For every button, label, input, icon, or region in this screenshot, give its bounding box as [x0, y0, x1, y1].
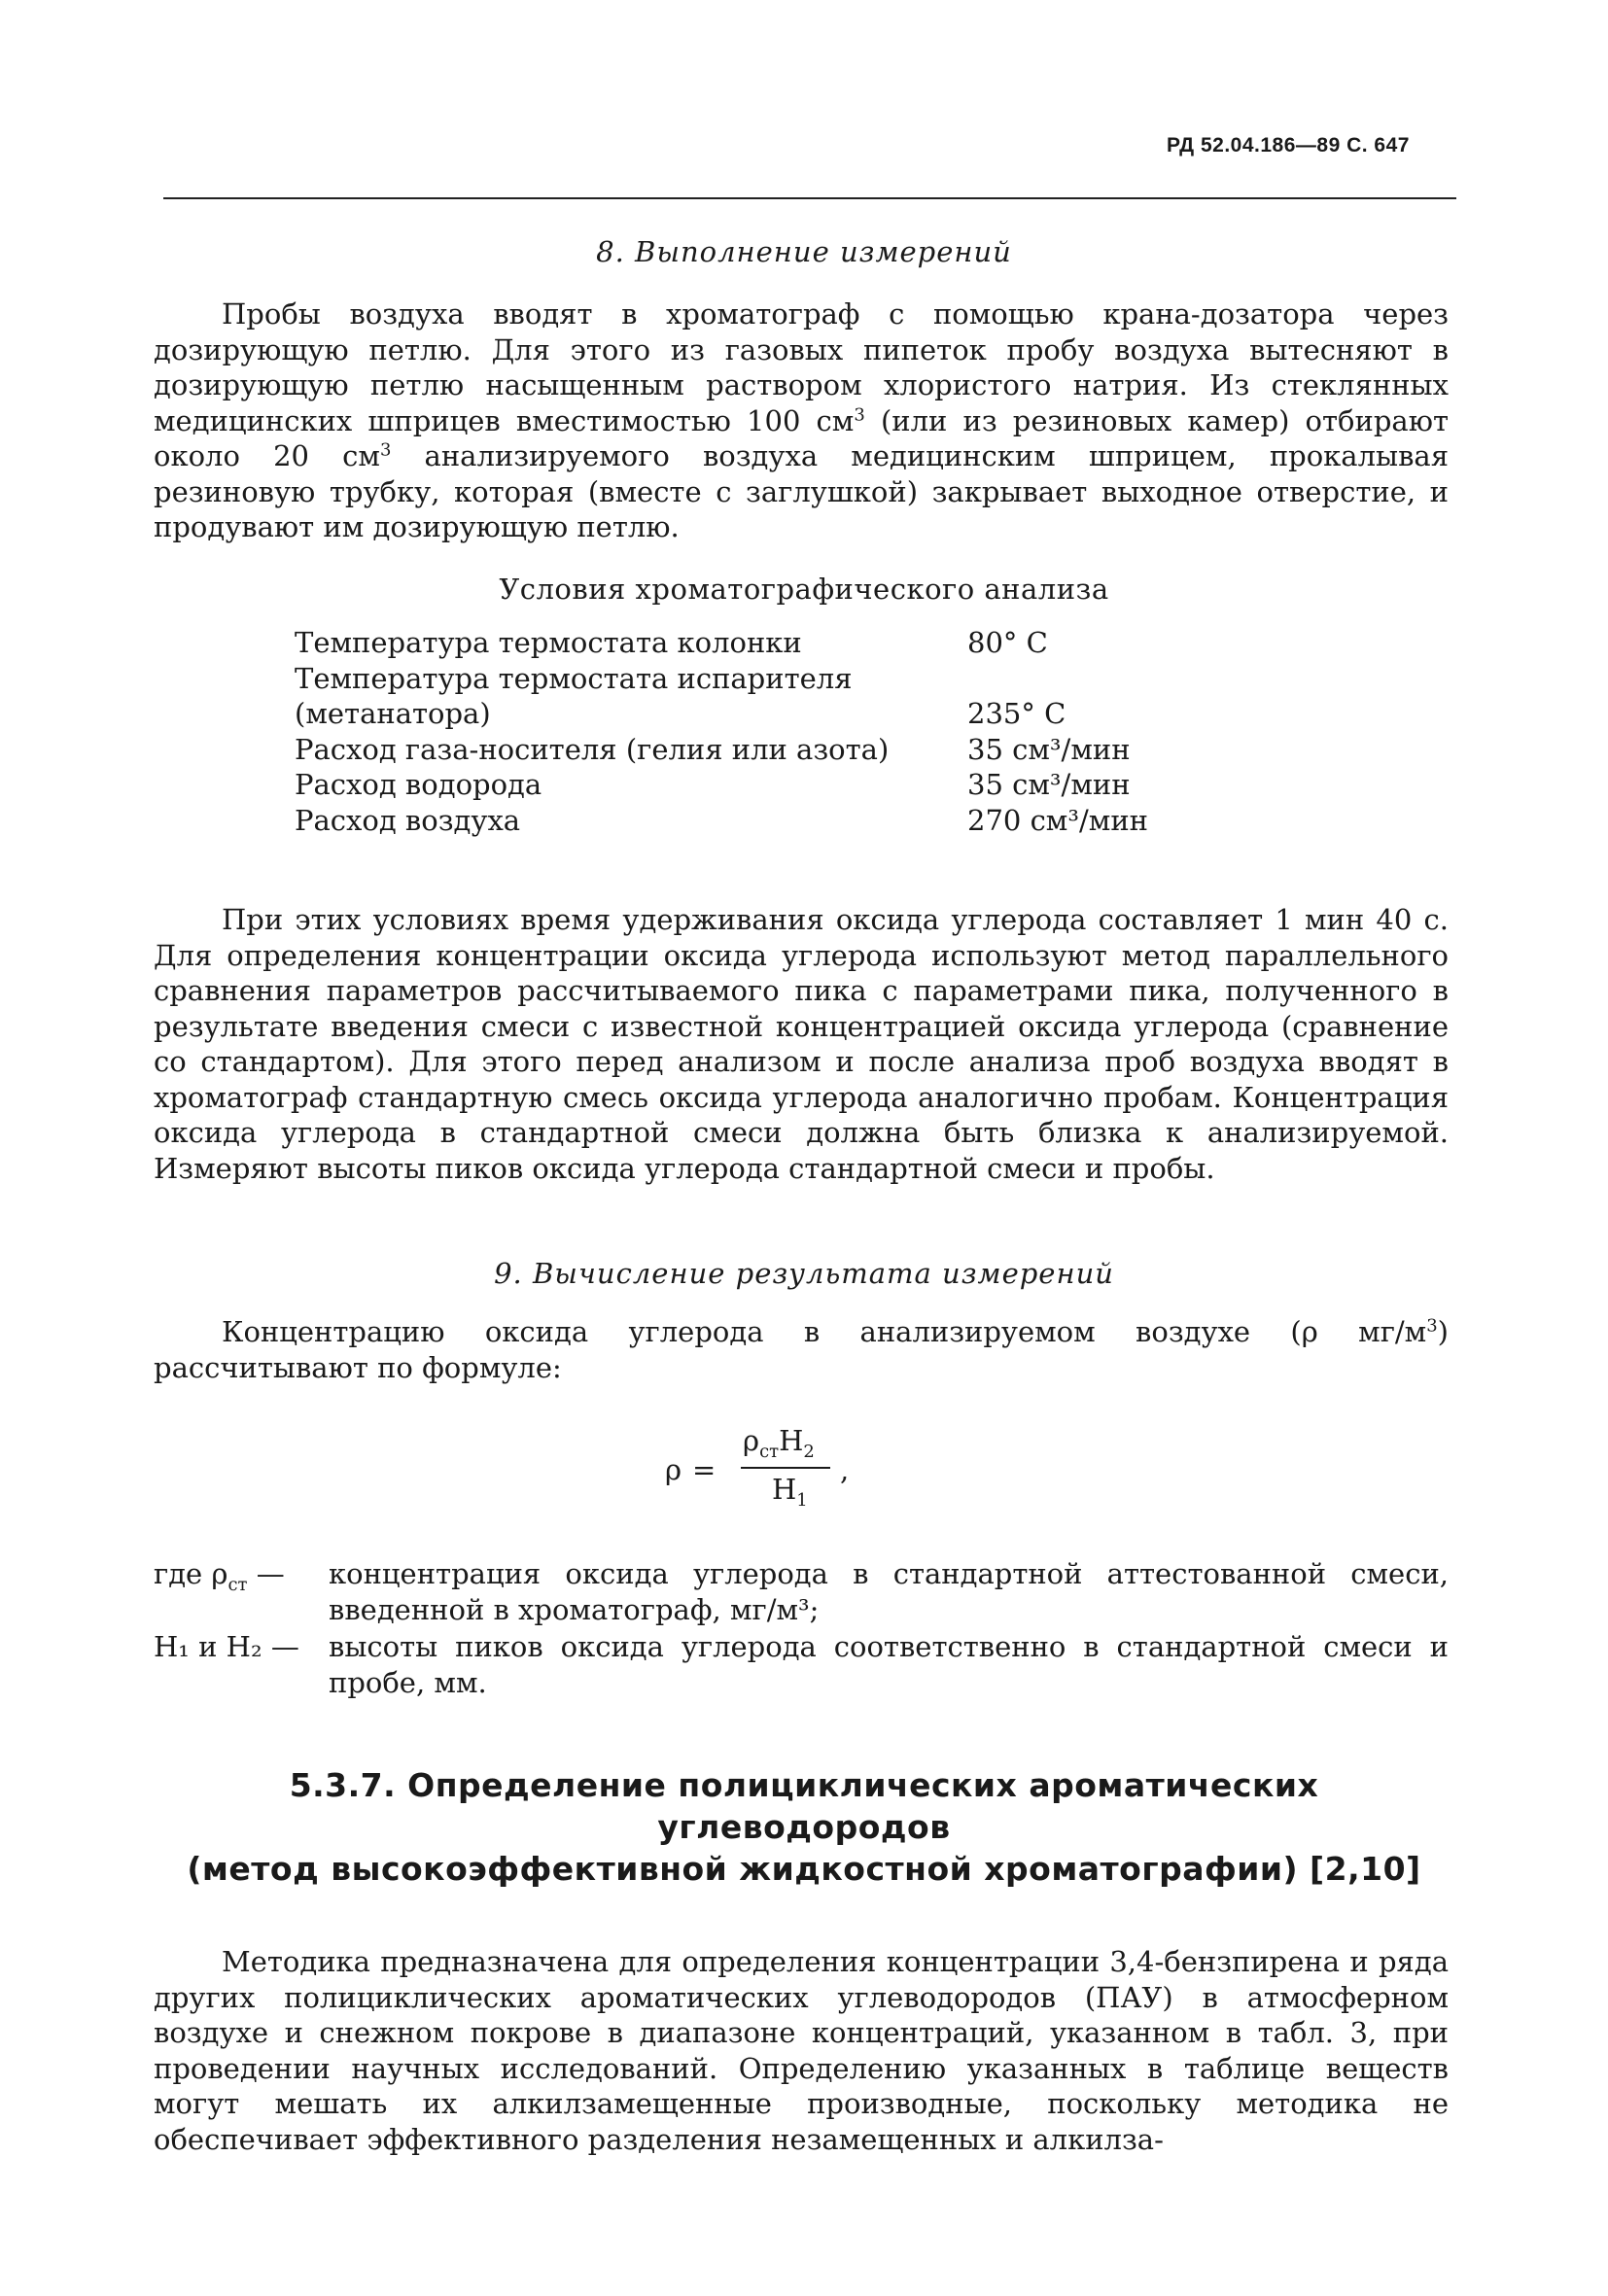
conditions-table — [295, 625, 1148, 838]
conditions-row — [295, 767, 1148, 803]
condition-value: 235° С — [967, 697, 1066, 730]
formula-subscript: 1 — [796, 1489, 808, 1511]
conditions-row — [295, 732, 1148, 768]
where-symbol — [154, 1629, 299, 1665]
section-8-paragraph-1: Пробы воздуха вводят в хроматограф с помощью крана-дозатора через дозирующую петлю. Для этого из газовых пипеток пробу воздуха вытесняют в дозирующую петлю насыщенным раствором хлористого натрия. Из стеклянных медицинских шприцев вместимостью 100 $см^3$ (или из резиновых камер) отбирают около 20 $см^3$ анализируемого воздуха медицинским шприцем, прокалывая резиновую трубку, которая (вместе с заглушкой) закрывает выходное отверстие, и продувают им дозирующую петлю. — [154, 297, 1449, 543]
section-8-title: 8. Выполнение измерений — [596, 235, 1012, 268]
paragraph-text: Концентрацию оксида углерода в анализируемом воздухе (ρ мг/м — [222, 1315, 1427, 1348]
formula — [665, 1424, 898, 1512]
formula-numerator — [743, 1424, 815, 1462]
condition-label: Температура термостата колонки — [295, 626, 802, 659]
where-lead: H₁ и H₂ — [154, 1630, 262, 1663]
where-subscript: ст — [227, 1574, 248, 1595]
paragraph-text: Пробы воздуха вводят в хроматограф с помощью крана-дозатора через дозирующую петлю. Для этого из газовых пипеток пробу воздуха вытесняют в дозирующую петлю насыщенным раствором хлористого натрия. Из стеклянных медицинских шприцев вместимостью 100 см — [154, 297, 1449, 437]
condition-label: Расход воздуха — [295, 803, 521, 837]
running-head: РД 52.04.186—89 С. 647 — [1167, 134, 1410, 157]
section-5-3-7-paragraph: Методика предназначена для определения концентрации 3,4-бензпирена и ряда других полициклических ароматических углеводородов (ПАУ) в атмосферном воздухе и снежном покрове в диапазоне концентраций, указанном в табл. 3, при проведении научных исследований. Определению указанных в таблице веществ могут мешать их алкилзамещенные производные, поскольку методика не обеспечивает эффективного разделения незамещенных и алкилза- — [154, 1945, 1449, 2156]
where-text: высоты пиков оксида углерода соответственно в стандартной смеси и пробе, мм. — [329, 1630, 1449, 1699]
where-text: концентрация оксида углерода в стандартной аттестованной смеси, введенной в хроматограф, мг/м³; — [329, 1557, 1449, 1626]
conditions-caption: Условия хроматографического анализа — [499, 573, 1109, 606]
conditions-row — [295, 625, 1148, 661]
formula-subscript: 2 — [803, 1441, 815, 1462]
section-9-intro: Концентрацию оксида углерода в анализируемом воздухе (ρ $мг/м^3$) рассчитывают по формуле: — [154, 1315, 1449, 1384]
condition-label: Температура термостата испарителя (метанатора) — [295, 661, 853, 730]
section-title-line: углеводородов — [657, 1808, 951, 1846]
condition-label: Расход водорода — [295, 768, 542, 801]
paragraph-text: анализируемого воздуха медицинским шприцем, прокалывая резиновую трубку, которая (вместе с заглушкой) закрывает выходное отверстие, и продувают им дозирующую петлю. — [154, 439, 1449, 543]
conditions-row — [295, 661, 1148, 732]
section-8-paragraph-2: При этих условиях время удерживания оксида углерода составляет 1 мин 40 с. Для определения концентрации оксида углерода используют метод параллельного сравнения параметров рассчитываемого пика с параметрами пика, полученного в результате введения смеси с известной концентрацией оксида углерода (сравнение со стандартом). Для этого перед анализом и после анализа проб воздуха вводят в хроматограф стандартную смесь оксида углерода аналогично пробам. Концентрация оксида углерода в стандартной смеси должна быть близка к анализируемой. Измеряют высоты пиков оксида углерода стандартной смеси и пробы. — [154, 903, 1449, 1185]
section-title-line: 5.3.7. Определение полициклических ароматических — [289, 1766, 1319, 1804]
where-item — [154, 1556, 1449, 1627]
formula-symbol: H — [779, 1424, 804, 1457]
formula-symbol: H — [772, 1473, 797, 1506]
formula-denominator — [772, 1473, 808, 1511]
section-title-line: (метод высокоэффективной жидкостной хроматографии) [2,10] — [187, 1850, 1421, 1888]
formula-subscript: ст — [759, 1441, 780, 1462]
condition-value: 35 см³/мин — [967, 768, 1131, 801]
where-dash: — — [262, 1630, 299, 1663]
condition-value: 80° С — [967, 626, 1048, 659]
fraction-bar — [741, 1467, 830, 1469]
condition-label: Расход газа-носителя (гелия или азота) — [295, 732, 890, 766]
where-dash: — — [247, 1557, 285, 1590]
section-5-3-7-title — [0, 1764, 1608, 1890]
condition-value: 35 см³/мин — [967, 732, 1131, 766]
conditions-row — [295, 803, 1148, 839]
formula-symbol: ρ — [743, 1424, 760, 1457]
condition-value: 270 см³/мин — [967, 803, 1148, 837]
formula-lhs: ρ — [665, 1453, 682, 1486]
where-lead: где ρ — [154, 1557, 228, 1590]
formula-comma: , — [840, 1453, 850, 1486]
formula-equals: = — [692, 1453, 717, 1486]
paragraph-text: ) рассчитывают по формуле: — [154, 1315, 1449, 1384]
where-item — [154, 1629, 1449, 1700]
header-rule — [163, 197, 1456, 199]
section-9-title: 9. Вычисление результата измерений — [494, 1257, 1114, 1290]
where-symbol — [154, 1556, 285, 1595]
paragraph-text: (или из резиновых камер) отбирают около 20 см — [154, 403, 1449, 472]
